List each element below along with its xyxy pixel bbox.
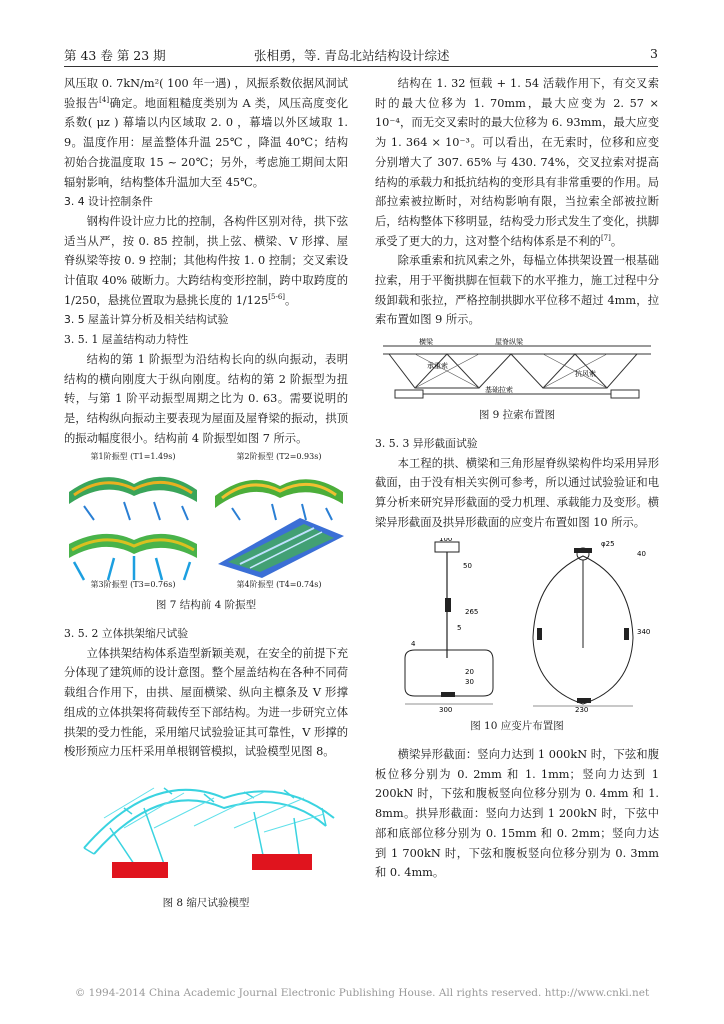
figure-10-strain-gauge-layout <box>375 538 659 713</box>
subsection-heading: 3. 5. 3 异形截面试验 <box>375 436 478 450</box>
running-title: 张相勇，等. 青岛北站结构设计综述 <box>254 48 450 63</box>
mode-shape-1-label: 第1阶振型 (T1=1.49s) <box>90 452 176 462</box>
paragraph: 横梁异形截面：竖向力达到 1 000kN 时，下弦和腹板位移分别为 0. 2mm 和 1. 1mm；竖向力达到 1 200kN 时，下弦和腹板竖向位移分别为 0. 4mm 和 1. 8mm。拱异形截面：竖向力达到 1 200kN 时，下弦中部和底部位移分别为 0. 15mm 和 0. 2mm；竖向力达到 1 700kN 时，下弦和腹板竖向位移分别为 0. 3mm 和 0. 4mm。 <box>375 748 659 880</box>
paragraph: 除承重索和抗风索之外，每榀立体拱架设置一根基础拉索，用于平衡拱脚在恒载下的水平推力，施工过程中分级卸载和张拉，严格控制拱脚水平位移不超过 4mm，拉索布置如图 9 所示。 <box>375 254 659 327</box>
cable-label-wind-cable: 抗风索 <box>575 370 596 379</box>
page-number: 3 <box>650 46 658 61</box>
dim-50: 50 <box>463 562 472 571</box>
section-heading: 3. 5 屋盖计算分析及相关结构试验 <box>64 313 229 327</box>
dim-phi25: φ25 <box>601 540 615 549</box>
mode-shape-3-label: 第3阶振型 (T3=0.76s) <box>90 580 176 590</box>
figure-7-caption: 图 7 结构前 4 阶振型 <box>155 599 257 612</box>
cable-label-beam: 横梁 <box>419 338 433 347</box>
paragraph: 结构的第 1 阶振型为沿结构长向的纵向振动，表明结构的横向刚度大于纵向刚度。结构的第 2 阶振型为扭转，与第 1 阶平动振型周期之比为 0. 63。需要说明的是，结构纵向振动主要表现为屋面及屋脊梁的振动，拱顶的振动幅度很小。结构前 4 阶振型如图 7 所示。 <box>64 352 348 445</box>
dim-100: 100 <box>439 538 453 544</box>
mode-shape-4-label: 第4阶振型 (T4=0.74s) <box>236 580 322 590</box>
figure-8-scale-model <box>64 768 348 890</box>
cable-label-load-cable: 承重索 <box>427 362 448 371</box>
dim-5: 5 <box>457 624 462 633</box>
mode-shape-1-image <box>64 462 202 524</box>
dim-4: 4 <box>411 640 416 649</box>
citation-link[interactable]: [4] <box>99 95 110 104</box>
paragraph: 本工程的拱、横梁和三角形屋脊纵梁构件均采用异形截面，由于没有相关实例可参考，所以通过试验验证和电算分析来研究异形截面的受力机理、承载能力及变形。横梁异形截面及拱异形截面的应变片布置如图 10 所示。 <box>375 456 659 529</box>
subsection-heading: 3. 5. 1 屋盖结构动力特性 <box>64 333 189 347</box>
dim-300: 300 <box>439 706 453 714</box>
section-heading: 3. 4 设计控制条件 <box>64 195 153 209</box>
paragraph: 钢构件设计应力比的控制，各构件区别对待，拱下弦适当从严，按 0. 85 控制，拱上弦、横梁、V 形撑、屋脊纵梁等按 0. 9 控制；其他构件按 1. 0 控制；交叉索设计值取 40% 破断力。大跨结构变形控制，跨中取跨度的 1/250，悬挑位置取为悬挑长度的 1/125[5-6]。 <box>64 214 348 307</box>
figure-9-caption: 图 9 拉索布置图 <box>478 409 556 422</box>
right-column <box>375 74 659 883</box>
cable-label-foundation-cable: 基础拉索 <box>485 386 513 395</box>
paragraph: 立体拱架结构体系造型新颖美观，在安全的前提下充分体现了建筑师的设计意图。整个屋盖结构在各种不同荷载组合作用下，由拱、屋面横梁、纵向主檩条及 V 形撑组成的立体拱架将荷载传至下部结构。为进一步研究立体拱架的受力性能，采用缩尺试验验证其可靠性，V 形撑的梭形预应力压杆采用单根钢管模拟，试验模型见图 8。 <box>64 646 348 759</box>
figure-8-caption: 图 8 缩尺试验模型 <box>162 896 250 909</box>
left-column <box>64 74 348 922</box>
paragraph: 结构在 1. 32 恒载 + 1. 54 活载作用下，有交叉索时的最大位移为 1. 70mm，最大应变为 2. 57 × 10⁻⁴，而无交叉索时的最大位移为 6. 93mm，最大应变为 1. 364 × 10⁻³。可以看出，在无索时，位移和应变分别增大了 307. 65% 与 430. 74%，交叉拉索对提高结构的承载力和抵抗结构的变形具有非常重要的作用。局部拉索被拉断时，对结构影响有限，当拉索全部被拉断后，结构整体下移明显，结构受力形式发生了变化，拱脚承受了更大的力，这对整个结构体系是不利的[7]。 <box>375 77 659 248</box>
figure-7-mode-shapes <box>64 452 348 592</box>
dim-230: 230 <box>575 706 589 714</box>
dim-20: 20 <box>465 668 474 677</box>
figure-10-caption: 图 10 应变片布置图 <box>470 720 564 733</box>
citation-link[interactable]: [5-6] <box>268 292 286 301</box>
header-rule <box>64 66 658 67</box>
dim-340: 340 <box>637 628 651 637</box>
citation-link[interactable]: [7] <box>600 233 611 242</box>
cable-label-ridge-beam: 屋脊纵梁 <box>495 338 523 347</box>
running-header <box>64 46 658 64</box>
dim-265: 265 <box>465 608 479 617</box>
dim-40: 40 <box>637 550 646 559</box>
issue-label: 第 43 卷 第 23 期 <box>64 48 166 63</box>
mode-shape-3-image <box>64 524 202 586</box>
figure-9-cable-layout <box>375 336 659 402</box>
mode-shape-4-image <box>210 514 348 580</box>
copyright-footer: © 1994-2014 China Academic Journal Electronic Publishing House. All rights reserved. http://www.cnki.net <box>74 987 650 999</box>
mode-shape-2-label: 第2阶振型 (T2=0.93s) <box>236 452 322 462</box>
dim-30: 30 <box>465 678 474 687</box>
subsection-heading: 3. 5. 2 立体拱架缩尺试验 <box>64 627 189 641</box>
paragraph: 风压取 0. 7kN/m²( 100 年一遇) ，风振系数依据风洞试验报告[4]确定。地面粗糙度类别为 A 类，风压高度变化系数( μz ) 幕墙以内区域取 2. 0 ，幕墙以外区域取 1. 9。温度作用：屋盖整体升温 25℃ ，降温 40℃；结构初始合拢温度取 15 ~ 20℃；另外，考虑施工期间太阳辐射影响，结构整体升温加大至 45℃。 <box>64 77 348 189</box>
